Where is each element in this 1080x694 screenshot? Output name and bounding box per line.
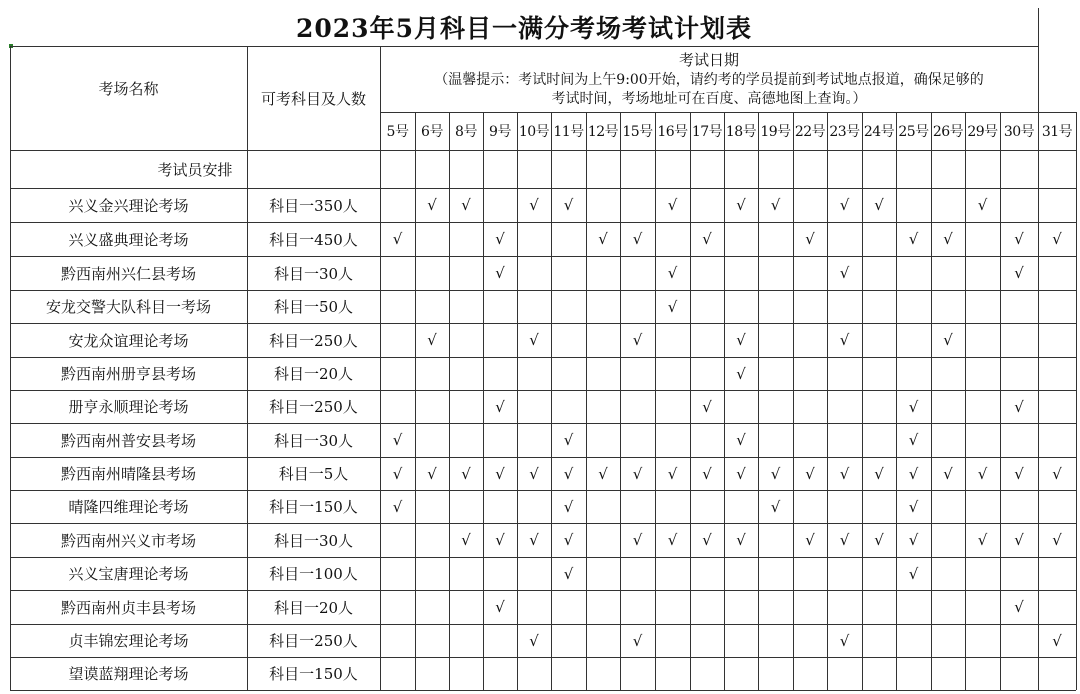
grid-line-h [10, 222, 1076, 223]
day-header: 16号 [657, 124, 688, 140]
check-mark: √ [632, 230, 643, 248]
check-mark: √ [908, 431, 919, 449]
examiner-header: 考试员安排 [157, 160, 233, 179]
check-mark: √ [839, 531, 850, 549]
check-mark: √ [495, 397, 505, 416]
day-header: 26号 [932, 124, 964, 140]
check-mark: √ [908, 464, 919, 483]
check-mark: √ [563, 464, 574, 483]
venue-subject: 科目一100人 [269, 565, 358, 583]
check-mark: √ [839, 631, 850, 650]
check-mark: √ [495, 230, 505, 248]
venue-subject: 科目一30人 [273, 264, 354, 283]
day-header: 5号 [386, 124, 409, 140]
check-mark: √ [874, 531, 884, 549]
check-mark: √ [461, 531, 471, 549]
check-mark: √ [943, 331, 953, 349]
check-mark: √ [632, 531, 643, 549]
grid-line-h [380, 112, 1076, 113]
check-mark: √ [495, 531, 505, 549]
check-mark: √ [839, 331, 850, 349]
day-header: 25号 [898, 124, 929, 140]
venue-name: 册亨永顺理论考场 [68, 398, 189, 416]
day-header: 29号 [967, 124, 998, 140]
check-mark: √ [461, 464, 471, 483]
venue-name: 黔西南州普安县考场 [60, 431, 196, 450]
check-mark: √ [908, 230, 919, 248]
grid-line-v [586, 112, 587, 690]
grid-line-h [10, 357, 1076, 358]
venue-subject: 科目一20人 [273, 365, 354, 383]
grid-line-v [896, 112, 897, 690]
venue-name: 黔西南州兴义市考场 [60, 531, 196, 550]
grid-line-v [862, 112, 863, 690]
day-header: 6号 [421, 124, 443, 140]
check-mark: √ [874, 464, 884, 483]
check-mark: √ [632, 331, 643, 349]
check-mark: √ [529, 331, 539, 349]
grid-line-h [10, 150, 1076, 151]
venue-subject: 科目一150人 [269, 498, 358, 516]
day-header: 24号 [863, 124, 895, 140]
check-mark: √ [427, 196, 437, 214]
day-header: 12号 [587, 124, 619, 140]
venue-subject: 科目一20人 [273, 598, 354, 617]
venue-name: 晴隆四维理论考场 [68, 498, 189, 516]
venue-name: 黔西南州晴隆县考场 [60, 465, 196, 483]
check-mark: √ [529, 464, 539, 483]
grid-line-v [965, 112, 966, 690]
grid-line-v [724, 112, 725, 690]
check-mark: √ [736, 464, 746, 483]
check-mark: √ [702, 397, 712, 416]
check-mark: √ [908, 497, 919, 516]
check-mark: √ [839, 264, 850, 282]
check-mark: √ [529, 196, 539, 214]
check-mark: √ [563, 196, 574, 214]
venue-name: 安龙交警大队科目一考场 [45, 298, 211, 316]
venue-subject: 科目一450人 [269, 230, 358, 249]
grid-line-v [827, 112, 828, 690]
check-mark: √ [1052, 230, 1062, 248]
check-mark: √ [1014, 531, 1024, 549]
grid-line-h [10, 323, 1076, 324]
grid-line-v [380, 46, 381, 690]
check-mark: √ [1014, 230, 1024, 248]
grid-line-h [10, 590, 1076, 591]
grid-line-v [10, 46, 11, 690]
venue-name: 贞丰锦宏理论考场 [68, 632, 189, 650]
check-mark: √ [563, 564, 574, 583]
grid-line-h [10, 490, 1076, 491]
check-mark: √ [392, 230, 403, 248]
grid-line-h [10, 457, 1076, 458]
venue-subject: 科目一5人 [278, 465, 349, 483]
check-mark: √ [839, 464, 850, 483]
check-mark: √ [702, 531, 712, 549]
check-mark: √ [977, 196, 988, 214]
check-mark: √ [667, 531, 678, 549]
day-header: 23号 [829, 124, 860, 140]
venue-name: 黔西南州兴仁县考场 [60, 264, 196, 283]
check-mark: √ [736, 431, 746, 449]
check-mark: √ [1052, 464, 1062, 483]
sheet-title: 2023年5月科目一满分考场考试计划表 [296, 14, 752, 43]
check-mark: √ [805, 531, 815, 549]
check-mark: √ [563, 431, 574, 449]
check-mark: √ [392, 497, 403, 516]
exam-date-header: 考试日期 [678, 50, 739, 69]
check-mark: √ [667, 297, 678, 316]
venue-name: 兴义盛典理论考场 [68, 230, 189, 249]
venue-subject: 科目一250人 [269, 331, 358, 350]
day-header: 11号 [553, 124, 584, 140]
check-mark: √ [770, 464, 781, 483]
venue-subject: 科目一150人 [269, 665, 358, 683]
venue-subject: 科目一250人 [269, 398, 358, 416]
grid-line-h [10, 624, 1076, 625]
check-mark: √ [702, 230, 712, 248]
check-mark: √ [805, 464, 815, 483]
check-mark: √ [736, 331, 746, 349]
check-mark: √ [495, 464, 505, 483]
check-mark: √ [529, 631, 539, 650]
grid-line-h [10, 256, 1076, 257]
grid-line-v [247, 46, 248, 690]
check-mark: √ [736, 196, 746, 214]
check-mark: √ [392, 464, 403, 483]
day-header: 18号 [725, 124, 757, 140]
check-mark: √ [1014, 264, 1024, 282]
check-mark: √ [977, 531, 988, 549]
check-mark: √ [908, 397, 919, 416]
check-mark: √ [598, 464, 608, 483]
grid-line-v [931, 112, 932, 690]
check-mark: √ [839, 196, 850, 214]
check-mark: √ [632, 464, 643, 483]
grid-line-v [483, 112, 484, 690]
check-mark: √ [1014, 397, 1024, 416]
grid-line-v [1000, 112, 1001, 690]
venue-subject: 科目一30人 [273, 531, 354, 550]
grid-line-v [620, 112, 621, 690]
grid-line-h [10, 523, 1076, 524]
check-mark: √ [943, 464, 953, 483]
grid-line-h [10, 46, 1038, 47]
venue-subject: 科目一50人 [273, 298, 354, 316]
check-mark: √ [632, 631, 643, 650]
check-mark: √ [736, 531, 746, 549]
day-header: 31号 [1041, 124, 1073, 140]
venue-name: 安龙众谊理论考场 [68, 331, 189, 350]
check-mark: √ [427, 464, 437, 483]
exam-notice-line2: 考试时间，考场地址可在百度、高德地图上查询。） [551, 91, 867, 107]
day-header: 22号 [794, 124, 826, 140]
check-mark: √ [667, 264, 678, 282]
grid-line-h [10, 557, 1076, 558]
check-mark: √ [427, 331, 437, 349]
check-mark: √ [977, 464, 988, 483]
venue-subject: 科目一250人 [269, 632, 358, 650]
venue-name: 兴义宝唐理论考场 [68, 565, 189, 583]
day-header: 8号 [455, 124, 477, 140]
check-mark: √ [563, 497, 574, 516]
venue-subject: 科目一350人 [269, 196, 358, 215]
check-mark: √ [392, 431, 403, 449]
day-header: 30号 [1003, 124, 1035, 140]
check-mark: √ [908, 564, 919, 583]
exam-notice-line1: （温馨提示：考试时间为上午9:00开始，请约考的学员提前到考试地点报道，确保足够的 [434, 72, 984, 88]
day-header: 9号 [489, 124, 511, 140]
day-header: 17号 [691, 124, 723, 140]
check-mark: √ [495, 264, 505, 282]
grid-line-v [655, 112, 656, 690]
check-mark: √ [598, 230, 608, 248]
venue-header: 考场名称 [98, 79, 159, 98]
grid-line-h [10, 657, 1076, 658]
check-mark: √ [874, 196, 884, 214]
check-mark: √ [770, 497, 781, 516]
day-header: 10号 [518, 124, 550, 140]
exam-notice [380, 68, 1038, 112]
check-mark: √ [908, 531, 919, 549]
subject-header: 可考科目及人数 [260, 89, 366, 108]
check-mark: √ [770, 196, 781, 214]
grid-line-v [690, 112, 691, 690]
grid-line-h [10, 690, 1076, 691]
venue-name: 黔西南州册亨县考场 [60, 365, 196, 383]
check-mark: √ [667, 464, 678, 483]
check-mark: √ [1052, 631, 1062, 650]
grid-line-v [551, 112, 552, 690]
grid-line-v [1076, 112, 1077, 690]
check-mark: √ [1014, 598, 1024, 616]
grid-line-v [415, 112, 416, 690]
grid-line-v [449, 112, 450, 690]
check-mark: √ [943, 230, 953, 248]
grid-line-v [793, 112, 794, 690]
venue-subject: 科目一30人 [273, 431, 354, 450]
check-mark: √ [702, 464, 712, 483]
check-mark: √ [1014, 464, 1024, 483]
grid-line-h [10, 290, 1076, 291]
day-header: 15号 [622, 124, 653, 140]
grid-line-h [10, 423, 1076, 424]
grid-line-h [10, 390, 1076, 391]
check-mark: √ [461, 196, 471, 214]
venue-name: 兴义金兴理论考场 [68, 196, 189, 215]
check-mark: √ [667, 196, 678, 214]
check-mark: √ [529, 531, 539, 549]
check-mark: √ [736, 364, 746, 383]
day-header: 19号 [760, 124, 791, 140]
check-mark: √ [495, 598, 505, 616]
venue-name: 望谟蓝翔理论考场 [68, 665, 189, 683]
grid-line-v [517, 112, 518, 690]
grid-line-v [758, 112, 759, 690]
check-mark: √ [563, 531, 574, 549]
grid-line-v [1038, 112, 1039, 690]
check-mark: √ [805, 230, 815, 248]
check-mark: √ [1052, 531, 1062, 549]
grid-line-v [1038, 8, 1039, 112]
grid-line-h [10, 188, 1076, 189]
venue-name: 黔西南州贞丰县考场 [60, 598, 196, 617]
